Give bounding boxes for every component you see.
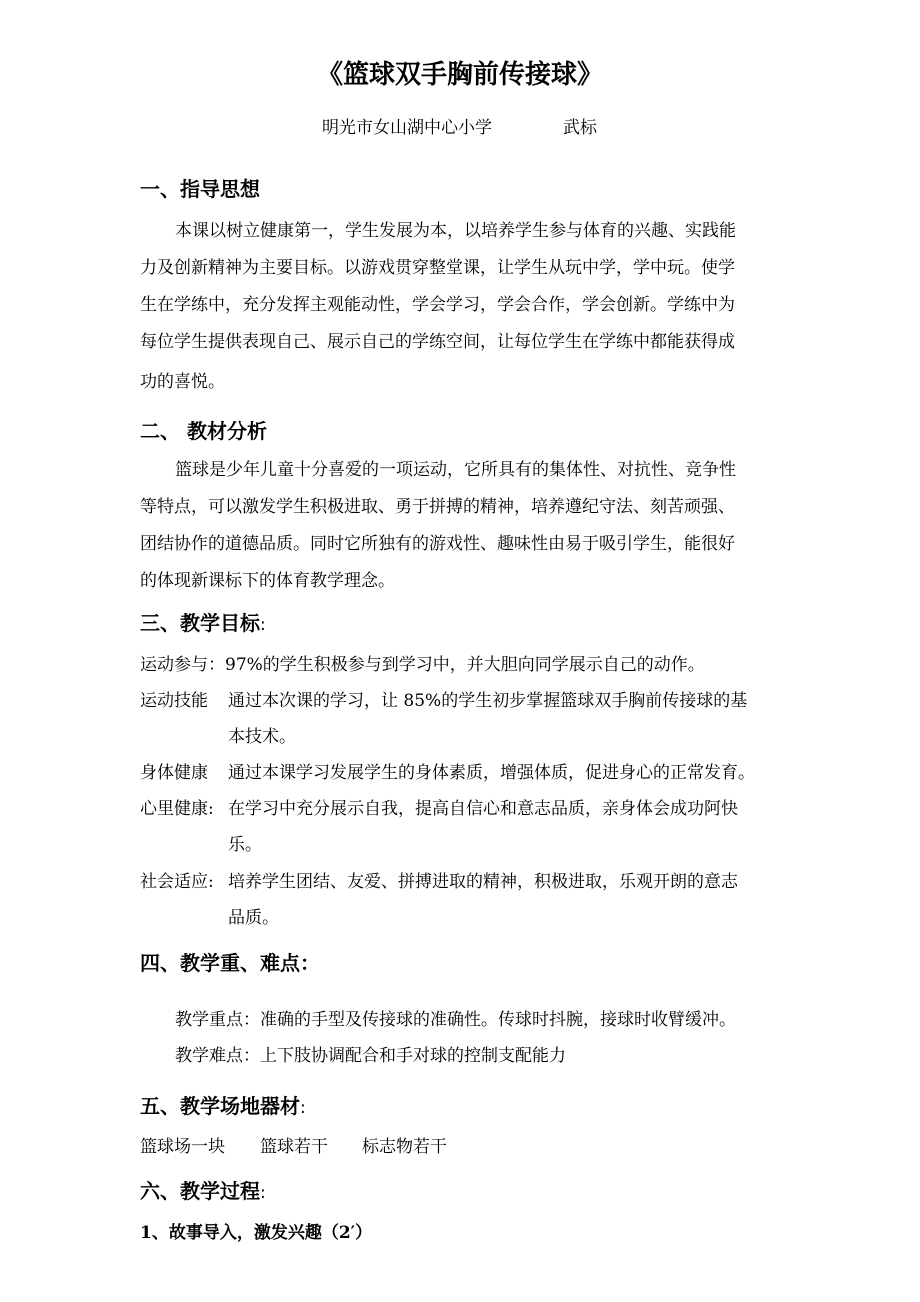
goal-mental-health: 心里健康: 在学习中充分展示自我，提高自信心和意志品质，亲身体会成功阿快 [140,799,738,819]
paragraph-line: 生在学练中，充分发挥主观能动性，学会学习，学会合作，学会创新。学练中为 [140,295,735,315]
goal-mental-health-cont: 乐。 [228,835,262,855]
goal-skills: 运动技能 通过本次课的学习，让 85%的学生初步掌握篮球双手胸前传接球的基 [140,691,748,711]
key-point: 教学重点：准确的手型及传接球的准确性。传球时抖腕，接球时收臂缓冲。 [175,1010,736,1030]
paragraph-line: 本课以树立健康第一，学生发展为本，以培养学生参与体育的兴趣、实践能 [175,221,736,241]
author-name: 武标 [563,118,597,138]
paragraph-line: 团结协作的道德品质。同时它所独有的游戏性、趣味性由易于吸引学生，能很好 [140,534,735,554]
paragraph-line: 的体现新课标下的体育教学理念。 [140,571,395,591]
paragraph-line: 力及创新精神为主要目标。以游戏贯穿整堂课，让学生从玩中学，学中玩。使学 [140,258,735,278]
heading-venue-equipment: 五、教学场地器材: [140,1094,306,1118]
goal-social-adaptation: 社会适应: 培养学生团结、友爱、拼搏进取的精神，积极进取，乐观开朗的意志 [140,872,738,892]
process-step-1: 1、故事导入，激发兴趣（2′） [140,1223,373,1243]
heading-teaching-goals: 三、教学目标: [140,611,266,635]
goal-social-adaptation-cont: 品质。 [228,908,279,928]
school-name: 明光市女山湖中心小学 [322,118,492,138]
paragraph-line: 等特点，可以激发学生积极进取、勇于拼搏的精神，培养遵纪守法、刻苦顽强、 [140,497,735,517]
goal-physical-health: 身体健康 通过本课学习发展学生的身体素质，增强体质，促进身心的正常发育。 [140,763,755,783]
heading-teaching-process: 六、教学过程: [140,1179,266,1203]
goal-participation: 运动参与：97%的学生积极参与到学习中，并大胆向同学展示自己的动作。 [140,655,705,675]
paragraph-line: 每位学生提供表现自己、展示自己的学练空间，让每位学生在学练中都能获得成 [140,332,735,352]
document-title: 《篮球双手胸前传接球》 [316,60,603,90]
difficult-point: 教学难点：上下肢协调配合和手对球的控制支配能力 [175,1046,566,1066]
heading-key-difficult-points: 四、教学重、难点： [140,951,320,975]
goal-skills-cont: 本技术。 [228,727,296,747]
heading-guiding-thought: 一、指导思想 [140,177,260,201]
equipment-item: 标志物若干 [362,1137,447,1157]
paragraph-line: 篮球是少年儿童十分喜爱的一项运动，它所具有的集体性、对抗性、竞争性 [175,460,736,480]
equipment-item: 篮球若干 [260,1137,328,1157]
heading-material-analysis: 二、 教材分析 [140,419,267,443]
paragraph-line: 功的喜悦。 [140,372,225,392]
equipment-item: 篮球场一块 [140,1137,225,1157]
